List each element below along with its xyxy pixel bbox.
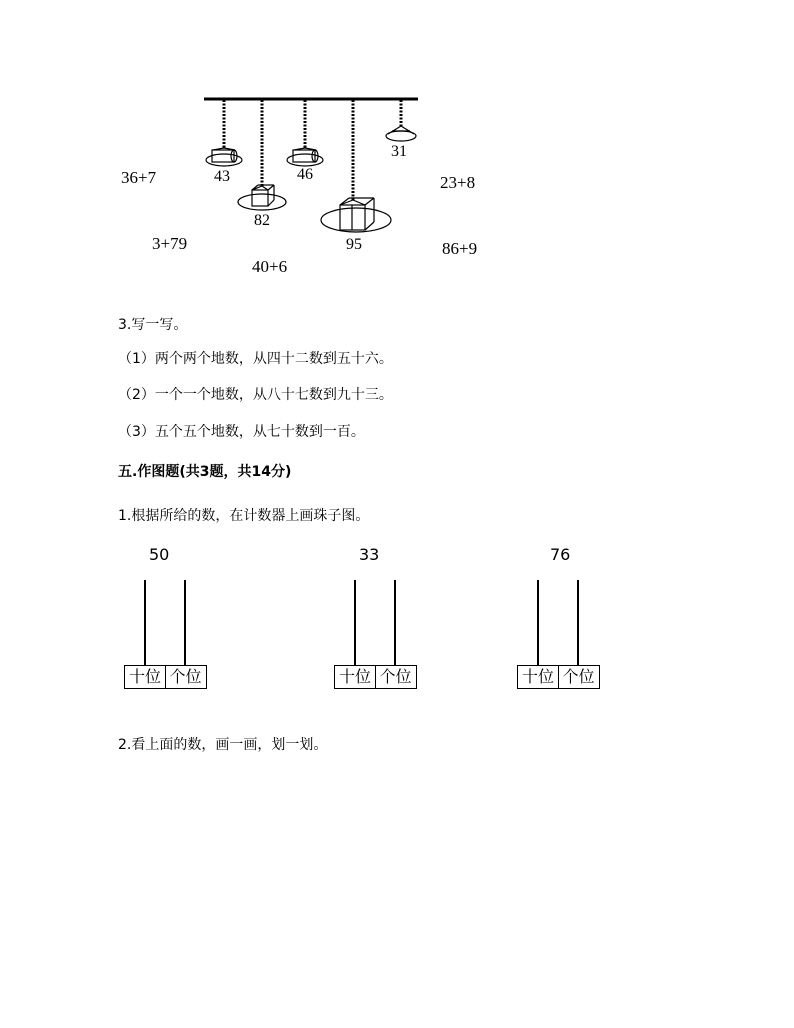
abacus-number: 33: [359, 545, 380, 564]
abacus-ones-rod: [394, 580, 396, 665]
tens-label: 十位: [521, 667, 554, 686]
expression-3-plus-79: 3+79: [152, 234, 188, 253]
abacus-label-box: [124, 665, 207, 689]
section5-q2: 2.看上面的数，画一画，划一划。: [118, 737, 328, 753]
hanging-number-95: 95: [346, 236, 362, 253]
ones-label: 个位: [558, 666, 598, 688]
ones-label: 个位: [165, 666, 205, 688]
abacus-number: 76: [550, 545, 571, 564]
abacus-label-box: [334, 665, 417, 689]
expression-40-plus-6: 40+6: [252, 257, 288, 276]
q3-item-2: （2）一个一个地数，从八十七数到九十三。: [118, 387, 393, 403]
hanging-number-46: 46: [297, 166, 313, 183]
q3-item-3: （3）五个五个地数，从七十数到一百。: [118, 424, 365, 440]
abacus-ones-rod: [184, 580, 186, 665]
section5-q1: 1.根据所给的数，在计数器上画珠子图。: [118, 508, 370, 524]
abacus-number: 50: [149, 545, 170, 564]
abacus-label-box: [517, 665, 600, 689]
expression-36-plus-7: 36+7: [121, 168, 157, 187]
hanging-number-31: 31: [391, 143, 407, 160]
q3-item-1: （1）两个两个地数，从四十二数到五十六。: [118, 351, 393, 367]
expression-86-plus-9: 86+9: [442, 239, 478, 258]
expression-23-plus-8: 23+8: [440, 173, 476, 192]
hanging-figure: [0, 0, 794, 300]
ones-label: 个位: [375, 666, 415, 688]
hanging-number-43: 43: [214, 168, 230, 185]
section5-title: 五.作图题(共3题，共14分): [118, 464, 292, 480]
abacus-ones-rod: [577, 580, 579, 665]
tens-label: 十位: [338, 667, 371, 686]
tens-label: 十位: [128, 667, 161, 686]
abacus-tens-rod: [354, 580, 356, 665]
abacus-tens-rod: [144, 580, 146, 665]
abacus-tens-rod: [537, 580, 539, 665]
hanging-number-82: 82: [254, 212, 270, 229]
q3-title: 3.写一写。: [118, 317, 188, 333]
